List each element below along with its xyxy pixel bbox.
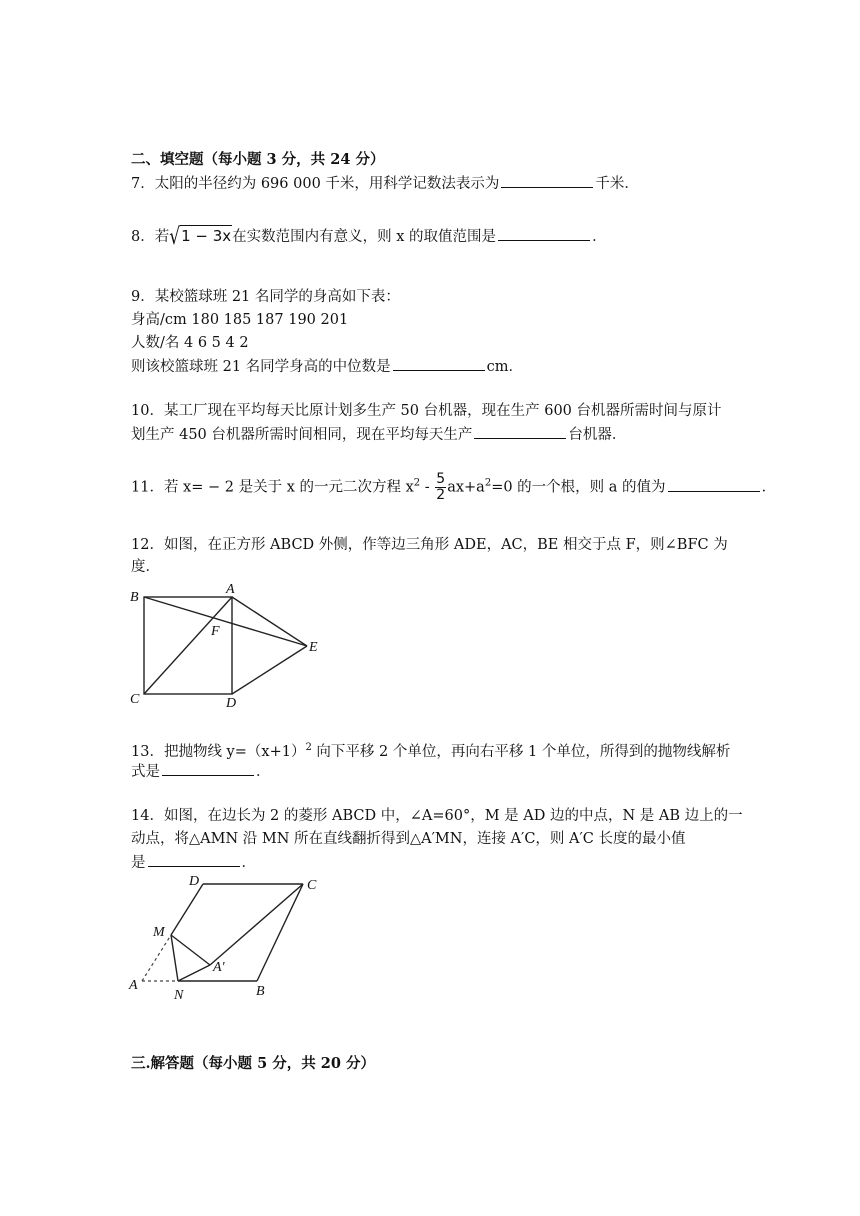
q11-text-after: =0 的一个根，则 a 的值为 (491, 479, 666, 496)
q13-text-after: 向下平移 2 个单位，再向右平移 1 个单位，所得到的抛物线解析 (311, 743, 731, 760)
question-13-line-2 (131, 761, 271, 782)
label-n: N (174, 988, 184, 1002)
q9-answer-blank[interactable] (393, 356, 485, 371)
question-9-line-4 (131, 356, 523, 377)
q13-exponent: 2 (305, 742, 312, 753)
q14-answer-blank[interactable] (148, 852, 240, 867)
q11-text-end: ． (761, 479, 777, 496)
q14-text-end: ． (241, 855, 256, 871)
question-12-line-2: 度． (131, 559, 160, 575)
q10-text: 划生产 450 台机器所需时间相同，现在平均每天生产 (131, 427, 473, 443)
line-na-prime (178, 965, 210, 981)
q11-exponent-1: 2 (413, 477, 421, 489)
q10-text-end: 台机器． (568, 427, 627, 443)
q11-mid: ax+a (447, 479, 485, 496)
q8-text: 8．若 (131, 229, 170, 245)
question-9-line-1: 9．某校篮球班 21 名同学的身高如下表： (131, 289, 400, 305)
label-d: D (226, 696, 237, 710)
rhombus-figure (125, 870, 335, 1002)
label-a: A (226, 582, 235, 597)
question-10-line-2 (131, 424, 626, 445)
question-13-line-1 (131, 738, 730, 762)
label-b: B (256, 984, 265, 999)
question-8 (131, 223, 607, 251)
question-11 (131, 472, 776, 503)
side-dm (171, 884, 203, 935)
question-12-line-1: 12．如图，在正方形 ABCD 外侧，作等边三角形 ADE，AC，BE 相交于点 F，则∠BFC 为 (131, 537, 728, 553)
label-b: B (130, 590, 139, 605)
question-9-counts: 人数/名 4 6 5 4 2 (131, 335, 249, 351)
line-a-prime-c (210, 884, 303, 965)
q13-text-2: 式是 (131, 764, 160, 780)
label-e: E (309, 640, 318, 655)
q13-text-end: ． (256, 764, 271, 780)
q10-answer-blank[interactable] (474, 424, 566, 439)
section-2-title: 二、填空题（每小题 3 分，共 24 分） (131, 151, 385, 168)
square-triangle-figure (125, 580, 335, 710)
line-de (232, 646, 307, 694)
question-9-heights: 身高/cm 180 185 187 190 201 (131, 312, 349, 328)
q9-text-end: cm． (486, 359, 524, 375)
line-mn (171, 935, 178, 981)
line-ae (232, 597, 307, 646)
question-14-line-2: 动点，将△AMN 沿 MN 所在直线翻折得到△A′MN，连接 A′C，则 A′C 长度的最小值 (131, 831, 686, 847)
q7-text: 7．太阳的半径约为 696 000 千米，用科学记数法表示为 (131, 176, 500, 192)
label-f: F (211, 624, 220, 639)
q13-answer-blank[interactable] (162, 761, 254, 776)
q8-text-end: ． (592, 229, 607, 245)
line-ac (144, 597, 232, 694)
q13-text: 13．把抛物线 y=（x+1） (131, 743, 306, 760)
label-d: D (189, 874, 200, 889)
fraction (435, 472, 446, 503)
question-10-line-1: 10．某工厂现在平均每天比原计划多生产 50 台机器，现在生产 600 台机器所需时间与原计 (131, 403, 722, 419)
q14-text: 是 (131, 855, 146, 871)
label-c: C (307, 878, 317, 893)
q11-text: 11．若 x= − 2 是关于 x 的一元二次方程 x (131, 479, 414, 496)
line-ma-prime (171, 935, 210, 965)
q7-answer-blank[interactable] (501, 173, 593, 188)
sqrt-expression: √1 − 3x (169, 223, 232, 251)
fraction-numerator: 5 (436, 471, 446, 487)
label-c: C (130, 692, 140, 707)
dashed-am (142, 935, 171, 981)
q7-text-end: 千米． (595, 176, 639, 192)
side-cb (257, 884, 303, 981)
radicand: 1 − 3x (181, 227, 232, 245)
section-3-title: 三.解答题（每小题 5 分，共 20 分） (131, 1055, 376, 1072)
q9-text: 则该校篮球班 21 名同学身高的中位数是 (131, 359, 391, 375)
label-a-prime: A′ (213, 960, 225, 975)
q8-text-mid: 在实数范围内有意义，则 x 的取值范围是 (232, 229, 497, 245)
q11-answer-blank[interactable] (668, 477, 760, 492)
question-14-line-1: 14．如图，在边长为 2 的菱形 ABCD 中，∠A=60°，M 是 AD 边的中点，N 是 AB 边上的一 (131, 808, 743, 824)
question-7 (131, 173, 639, 194)
q11-exponent-2: 2 (484, 477, 492, 489)
label-m: M (153, 925, 165, 940)
fraction-denominator: 2 (436, 487, 446, 503)
label-a: A (129, 978, 138, 993)
q11-minus: - (420, 479, 435, 496)
q8-answer-blank[interactable] (498, 226, 590, 241)
